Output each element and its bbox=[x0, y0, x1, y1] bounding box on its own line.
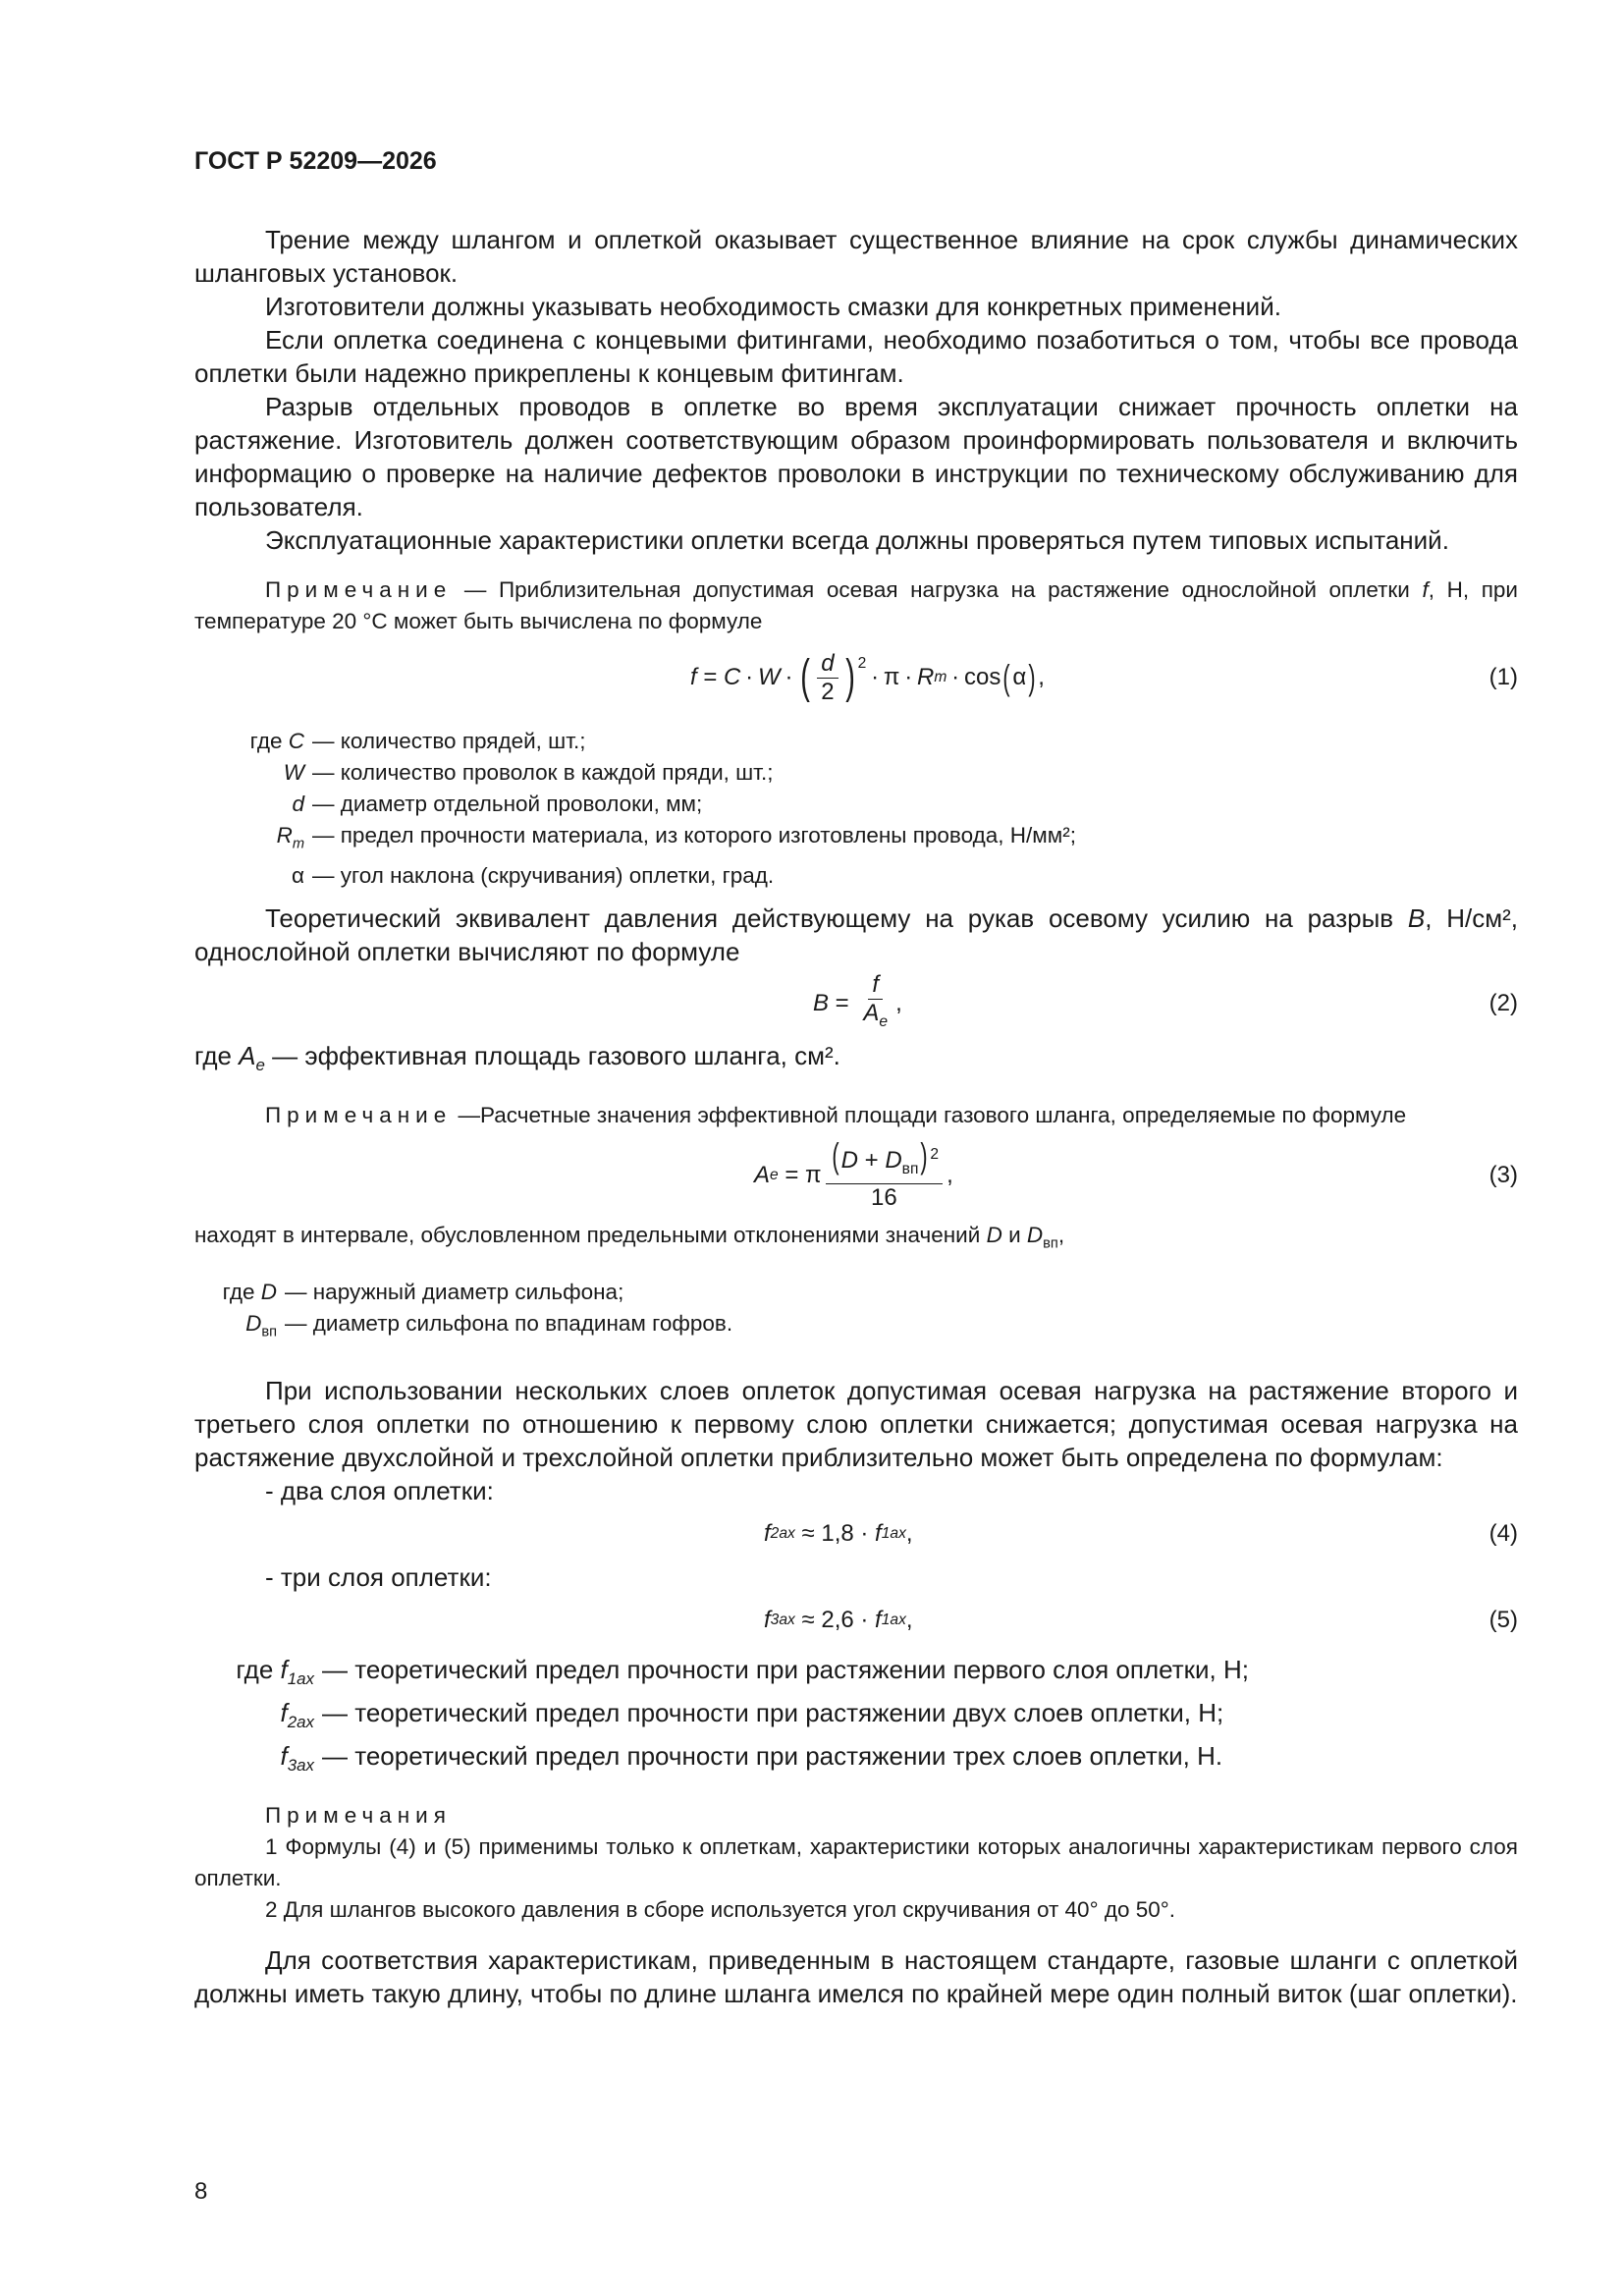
definition-row: где C — количество прядей, шт.; bbox=[249, 729, 586, 753]
equation-4-number: (4) bbox=[1488, 1519, 1518, 1547]
note-label: Примечание bbox=[265, 1102, 453, 1127]
paragraph-6: Теоретический эквивалент давления действующему на рукав осевому усилию на разрыв B, Н/см², однослойной оплетки вычисляют по формуле bbox=[194, 902, 1518, 966]
document-header: ГОСТ Р 52209—2026 bbox=[194, 147, 437, 175]
paragraph-3: Если оплетка соединена с концевыми фитингами, необходимо позаботиться о том, чтобы все провода оплетки были надежно прикреплены к концевым фитингам. bbox=[194, 325, 1518, 388]
formula-3: A e = π $\frac{( D + D_{вп}) ^2}{16}$ , bbox=[754, 1135, 953, 1212]
equation-5 bbox=[194, 1594, 1518, 1647]
paragraph-7: При использовании нескольких слоев оплеток допустимая осевая нагрузка на растяжение второго и третьего слоя оплетки по отношению к первому слою оплетки снижается; допустимая осевая нагрузка на растяжение двухслойной и трехслойной оплетки приблизительно может быть определена по формулам: bbox=[194, 1375, 1518, 1472]
note-2-continuation: находят в интервале, обусловленном предельными отклонениями значений D и $D_{вп}$, bbox=[194, 1222, 1065, 1252]
equation-2 bbox=[194, 968, 1518, 1039]
paragraph-4: Разрыв отдельных проводов в оплетке во время эксплуатации снижает прочность оплетки на растяжение. Изготовитель должен соответствующим образом проинформировать пользователя и включить информацию о проверке на наличие дефектов проволоки в инструкции по техническому обслуживанию для пользователя. bbox=[194, 392, 1518, 521]
equation-1 bbox=[194, 637, 1518, 718]
definition-row: $D_{вп}$ — диаметр сильфона по впадинам гофров. bbox=[245, 1311, 733, 1340]
definition-row: где $f_{1ax}$ — теоретический предел прочности при растяжении первого слоя оплетки, Н; bbox=[236, 1654, 1249, 1688]
page-number: 8 bbox=[194, 2178, 208, 2205]
definition-row: W — количество проволок в каждой пряди, шт.; bbox=[283, 760, 774, 785]
equation-1-number: (1) bbox=[1488, 664, 1518, 690]
paragraph-5: Эксплуатационные характеристики оплетки всегда должны проверяться путем типовых испытаний. bbox=[265, 525, 1449, 555]
note-3-item-1: 1 Формулы (4) и (5) применимы только к оплеткам, характеристики которых аналогичны характеристикам первого слоя оплетки. bbox=[194, 1834, 1518, 1891]
document-page bbox=[194, 147, 1518, 2010]
equation-5-number: (5) bbox=[1488, 1606, 1518, 1633]
definition-row: α — угол наклона (скручивания) оплетки, град. bbox=[291, 862, 775, 888]
definitions-1 bbox=[194, 726, 1518, 892]
note-label: Примечание bbox=[265, 577, 453, 602]
definition-ae: где $A_e$ — эффективная площадь газового шланга, см². bbox=[194, 1040, 840, 1074]
definition-row: $f_{3ax}$ — теоретический предел прочности при растяжении трех слоев оплетки, Н. bbox=[280, 1741, 1223, 1776]
paragraph-8: Для соответствия характеристикам, приведенным в настоящем стандарте, газовые шланги с оплеткой должны иметь такую длину, чтобы по длине шланга имелся по крайней мере один полный виток (шаг оплетки). bbox=[194, 1945, 1518, 2009]
equation-3 bbox=[194, 1131, 1518, 1220]
formula-4: f 2ax ≈ 1,8 · f 1ax , bbox=[764, 1519, 913, 1547]
formula-2: B = $\frac{f}{A_e}$ , bbox=[813, 970, 902, 1030]
definition-row: где D — наружный диаметр сильфона; bbox=[222, 1280, 624, 1305]
formula-1: f = C · W · ( $\frac{d}{2}$ ) $^2$ · π · R m · cos ( α ) , bbox=[690, 649, 1045, 705]
equation-3-number: (3) bbox=[1488, 1161, 1518, 1188]
note-2: Примечание —Расчетные значения эффективной площади газового шланга, определяемые по формуле bbox=[265, 1102, 1407, 1127]
list-item-three-layers: - три слоя оплетки: bbox=[265, 1561, 492, 1592]
note-3-item-2: 2 Для шлангов высокого давления в сборе используется угол скручивания от 40° до 50°. bbox=[265, 1897, 1175, 1923]
definitions-3 bbox=[194, 1653, 1518, 1783]
notes-3-label: Примечания bbox=[265, 1803, 452, 1829]
definitions-2 bbox=[194, 1277, 1518, 1348]
list-item-two-layers: - два слоя оплетки: bbox=[265, 1475, 494, 1505]
formula-5: f 3ax ≈ 2,6 · f 1ax , bbox=[764, 1606, 913, 1633]
definition-row: d — диаметр отдельной проволоки, мм; bbox=[292, 792, 703, 816]
paragraph-2: Изготовители должны указывать необходимость смазки для конкретных применений. bbox=[265, 292, 1281, 321]
paragraph-1: Трение между шлангом и оплеткой оказывает существенное влияние на срок службы динамических шланговых установок. bbox=[194, 225, 1518, 288]
equation-4 bbox=[194, 1507, 1518, 1560]
definition-row: $R_m$ — предел прочности материала, из которого изготовлены провода, Н/мм²; bbox=[276, 823, 1076, 852]
equation-2-number: (2) bbox=[1488, 989, 1518, 1016]
definition-row: $f_{2ax}$ — теоретический предел прочности при растяжении двух слоев оплетки, Н; bbox=[280, 1697, 1224, 1732]
note-1: Примечание — Приблизительная допустимая осевая нагрузка на растяжение однослойной оплетки f, Н, при температуре 20 °С может быть вычислена по формуле bbox=[194, 577, 1518, 633]
